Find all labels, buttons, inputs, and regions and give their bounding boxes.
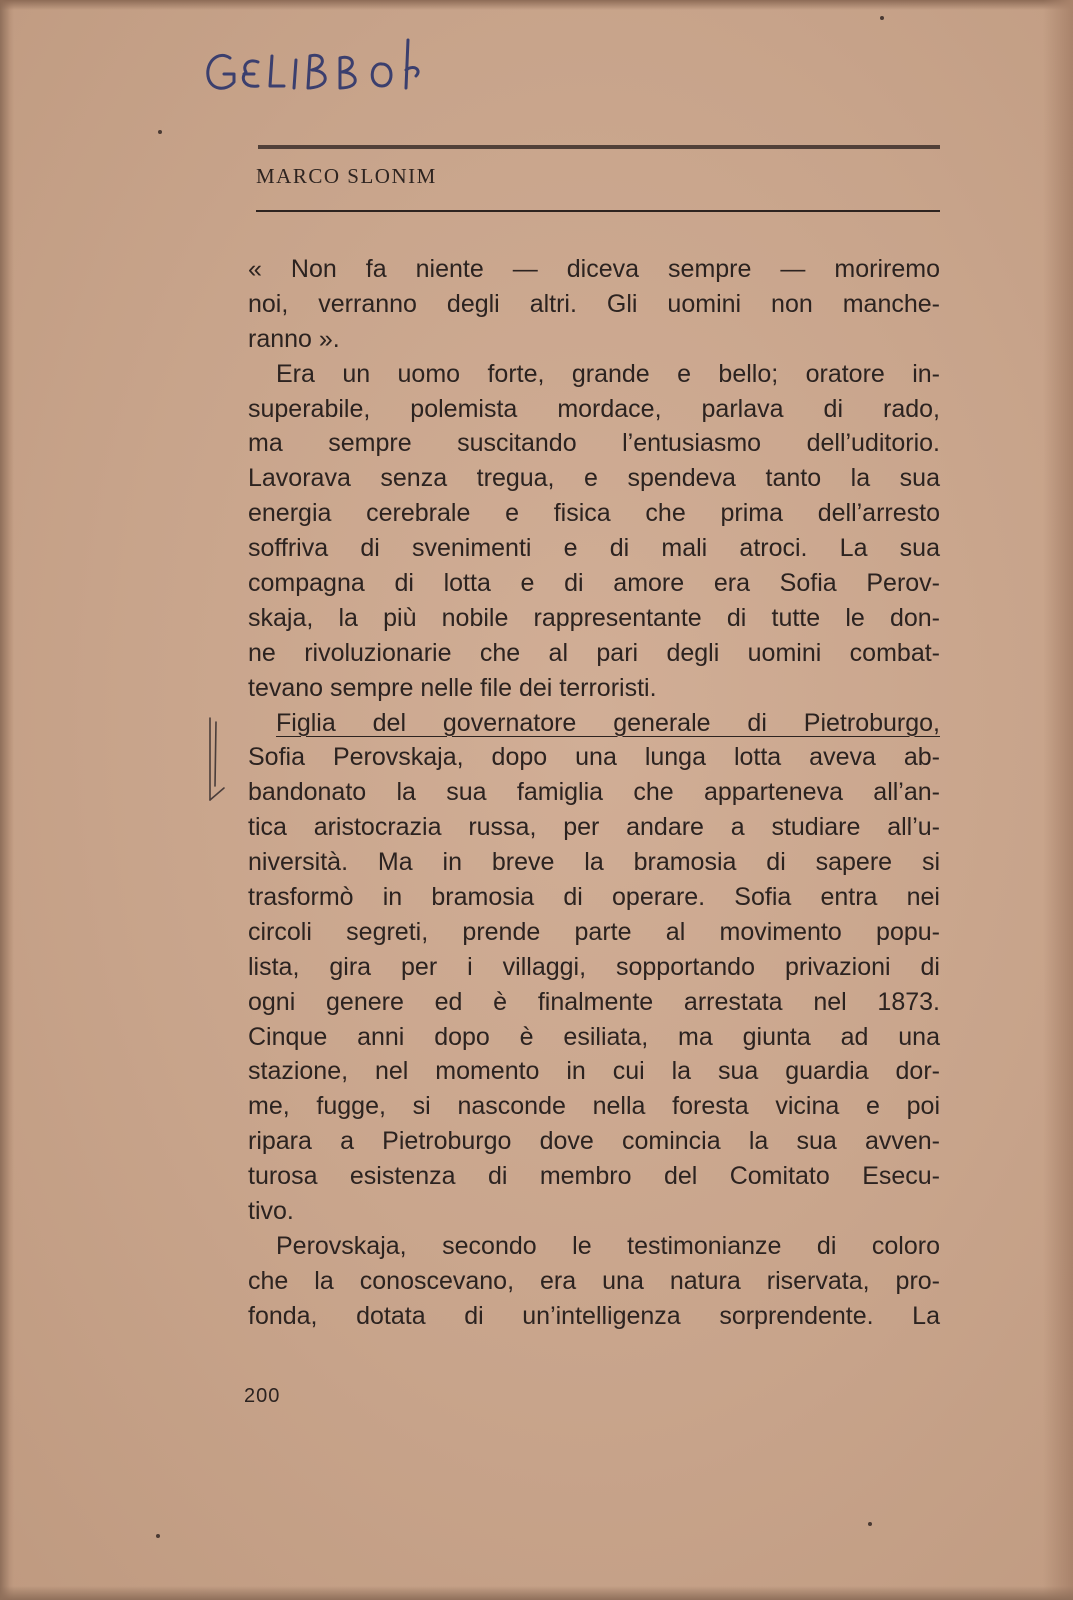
page-edge-right [1043,0,1073,1600]
text-line: trasformò in bramosia di operare. Sofia entra nei [248,883,940,912]
text-line: niversità. Ma in breve la bramosia di sapere si [248,848,940,877]
text-line: Era un uomo forte, grande e bello; oratore in- [276,359,940,388]
page-edge-bottom [0,1586,1073,1600]
text-line: ma sempre suscitando l’entusiasmo dell’uditorio. [248,429,940,458]
paper-speck [158,130,162,134]
page-number: 200 [244,1385,281,1407]
paper-speck [156,1534,160,1538]
text-line: ranno ». [248,324,340,353]
text-line-underlined: Figlia del governatore generale di Pietroburgo, [276,708,940,737]
text-line: superabile, polemista mordace, parlava di rado, [248,394,940,423]
text-line: energia cerebrale e fisica che prima dell’arresto [248,499,940,528]
text-line: tica aristocrazia russa, per andare a studiare all’u- [248,813,940,842]
text-line: turosa esistenza di membro del Comitato Esecu- [248,1162,940,1191]
paper-speck [868,1522,872,1526]
text-line: ripara a Pietroburgo dove comincia la sua avven- [248,1127,940,1156]
text-line: compagna di lotta e di amore era Sofia Perov- [248,569,940,598]
text-line: « Non fa niente — diceva sempre — moriremo [248,255,940,283]
text-line: Lavorava senza tregua, e spendeva tanto la sua [248,464,940,493]
text-line: Cinque anni dopo è esiliata, ma giunta ad una [248,1022,940,1051]
text-line: ogni genere ed è finalmente arrestata nel 1873. [248,987,940,1016]
text-line: che la conoscevano, era una natura riservata, pro- [248,1266,940,1295]
body-text [248,252,940,1334]
running-head: MARCO SLONIM [256,164,437,188]
handwritten-note [200,30,460,100]
header-rule [256,210,940,212]
text-line: soffriva di svenimenti e di mali atroci. La sua [248,534,940,563]
text-line: stazione, nel momento in cui la sua guardia dor- [248,1057,940,1086]
text-line: me, fugge, si nasconde nella foresta vicina e poi [248,1092,940,1121]
text-line: Perovskaja, secondo le testimonianze di coloro [276,1231,940,1260]
text-line: skaja, la più nobile rappresentante di tutte le don- [248,603,940,632]
paper-speck [880,16,884,20]
text-line: noi, verranno degli altri. Gli uomini non manche- [248,289,940,318]
page-edge-left [0,0,14,1600]
header-rule-top [258,145,940,149]
text-line: circoli segreti, prende parte al movimento popu- [248,917,940,946]
page-edge-top [0,0,1073,10]
text-line: lista, gira per i villaggi, sopportando privazioni di [248,952,940,981]
text-line: bandonato la sua famiglia che apparteneva all’an- [248,778,940,807]
text-line: ne rivoluzionarie che al pari degli uomini combat- [248,638,940,667]
margin-pencil-mark [202,716,242,806]
text-line: fonda, dotata di un’intelligenza sorprendente. La [248,1301,940,1330]
text-line: tevano sempre nelle file dei terroristi. [248,673,657,702]
text-line: Sofia Perovskaja, dopo una lunga lotta aveva ab- [248,743,940,772]
text-line: tivo. [248,1197,294,1226]
